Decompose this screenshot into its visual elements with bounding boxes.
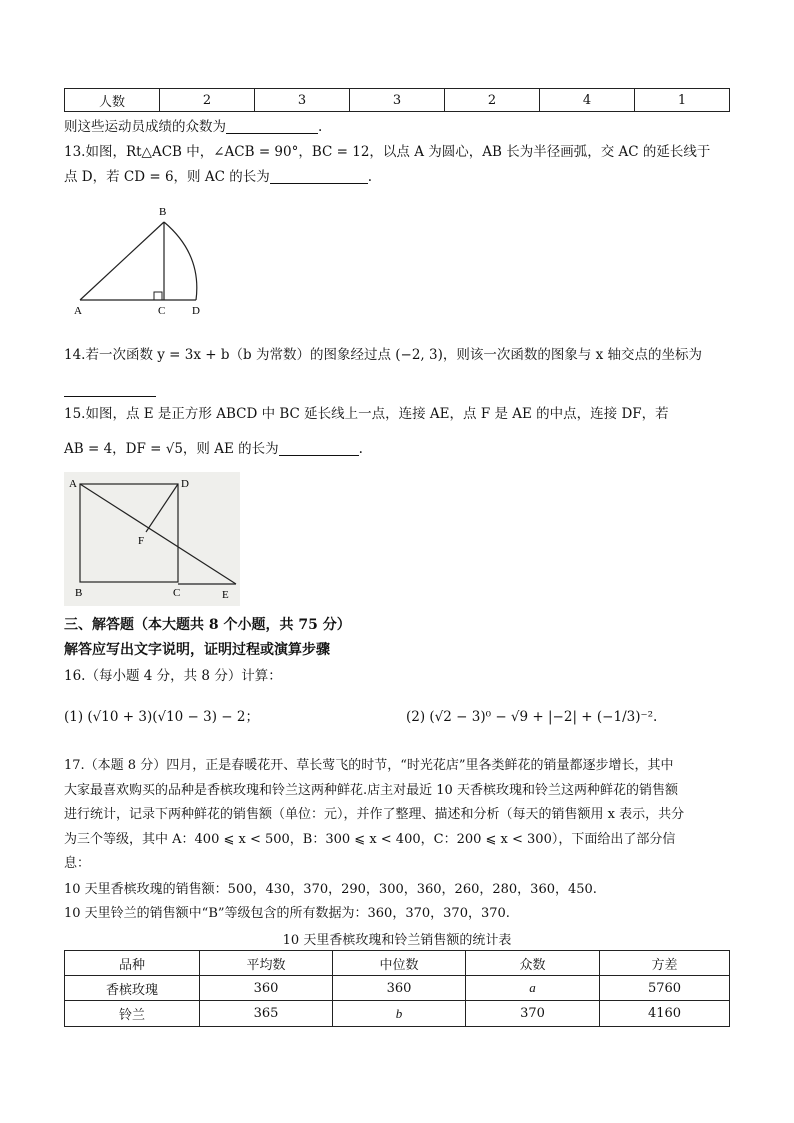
label-A: A <box>74 305 82 317</box>
q12-tail: 则这些运动员成绩的众数为 . <box>64 119 323 135</box>
label-C: C <box>173 587 181 599</box>
q17-data1: 10 天里香槟玫瑰的销售额：500，430，370，290，300，360，260，280，360，450. <box>64 882 597 897</box>
table-cell: 1 <box>635 89 730 112</box>
q14-answer-blank <box>64 378 156 397</box>
q14-line1: 14.若一次函数 y = 3x + b（b 为常数）的图象经过点 (−2, 3)，则该一次函数的图象与 x 轴交点的坐标为 <box>64 347 703 363</box>
table-row <box>65 976 730 1001</box>
q17-table-title: 10 天里香槟玫瑰和铃兰销售额的统计表 <box>282 933 512 948</box>
table-cell: 铃兰 <box>65 1001 200 1027</box>
table-header-cell: 众数 <box>466 951 600 976</box>
label-B: B <box>75 587 83 599</box>
table-cell: 香槟玫瑰 <box>65 976 200 1001</box>
table-cell: 3 <box>255 89 350 112</box>
label-D: D <box>192 305 200 317</box>
section3-title: 三、解答题（本大题共 8 个小题，共 75 分） <box>64 617 351 633</box>
table-cell: 2 <box>160 89 255 112</box>
q13-figure <box>68 202 218 320</box>
table-row <box>65 89 730 112</box>
label-F: F <box>138 535 145 547</box>
q17-line: 为三个等级，其中 A：400 ⩽ x < 500，B：300 ⩽ x < 400，C：200 ⩽ x < 300），下面给出了部分信 <box>64 832 676 847</box>
label-D: D <box>181 478 189 490</box>
table-header-row <box>65 951 730 976</box>
table-cell: 365 <box>200 1001 333 1027</box>
table-header-cell: 中位数 <box>333 951 466 976</box>
table-header-cell: 人数 <box>65 89 160 112</box>
q15-line2: AB = 4，DF = √5，则 AE 的长为 . <box>64 441 363 457</box>
q16-part2: (2) (√2 − 3)⁰ − √9 + |−2| + (−1/3)⁻². <box>406 709 658 725</box>
label-B: B <box>159 206 167 218</box>
q13-line1: 13.如图，Rt△ACB 中，∠ACB = 90°，BC = 12，以点 A 为圆心，AB 长为半径画弧，交 AC 的延长线于 <box>64 144 711 160</box>
q15-figure <box>64 472 240 606</box>
table-cell: 360 <box>200 976 333 1001</box>
q13-line2: 点 D，若 CD = 6，则 AC 的长为 . <box>64 169 373 185</box>
q16-intro: 16.（每小题 4 分，共 8 分）计算： <box>64 668 282 684</box>
label-A: A <box>69 478 77 490</box>
table-cell: 4 <box>540 89 635 112</box>
table-cell: b <box>333 1001 466 1027</box>
table-header-cell: 平均数 <box>200 951 333 976</box>
section3-subtitle: 解答应写出文字说明，证明过程或演算步骤 <box>64 642 330 658</box>
table-cell: 360 <box>333 976 466 1001</box>
table-row <box>65 1001 730 1027</box>
table-cell: 2 <box>445 89 540 112</box>
table-header-cell: 品种 <box>65 951 200 976</box>
table-cell: 3 <box>350 89 445 112</box>
q16-part1: (1) (√10 + 3)(√10 − 3) − 2； <box>64 709 259 725</box>
score-count-table <box>64 88 730 112</box>
q17-line: 进行统计，记录下两种鲜花的销售额（单位：元），并作了整理、描述和分析（每天的销售额用 x 表示，共分 <box>64 807 685 822</box>
q15-line1: 15.如图，点 E 是正方形 ABCD 中 BC 延长线上一点，连接 AE，点 F 是 AE 的中点，连接 DF，若 <box>64 406 669 422</box>
table-cell: 370 <box>466 1001 600 1027</box>
q17-line: 17.（本题 8 分）四月，正是春暖花开、草长莺飞的时节，“时光花店”里各类鲜花的销量都逐步增长，其中 <box>64 758 674 773</box>
q17-data2: 10 天里铃兰的销售额中“B”等级包含的所有数据为：360，370，370，370. <box>64 906 510 921</box>
label-C: C <box>158 305 166 317</box>
q17-line: 息： <box>64 856 91 871</box>
sales-stats-table <box>64 950 730 1027</box>
table-cell: 5760 <box>600 976 730 1001</box>
label-E: E <box>222 589 229 601</box>
table-cell: a <box>466 976 600 1001</box>
q17-line: 大家最喜欢购买的品种是香槟玫瑰和铃兰这两种鲜花.店主对最近 10 天香槟玫瑰和铃兰这两种鲜花的销售额 <box>64 783 678 798</box>
table-cell: 4160 <box>600 1001 730 1027</box>
table-header-cell: 方差 <box>600 951 730 976</box>
